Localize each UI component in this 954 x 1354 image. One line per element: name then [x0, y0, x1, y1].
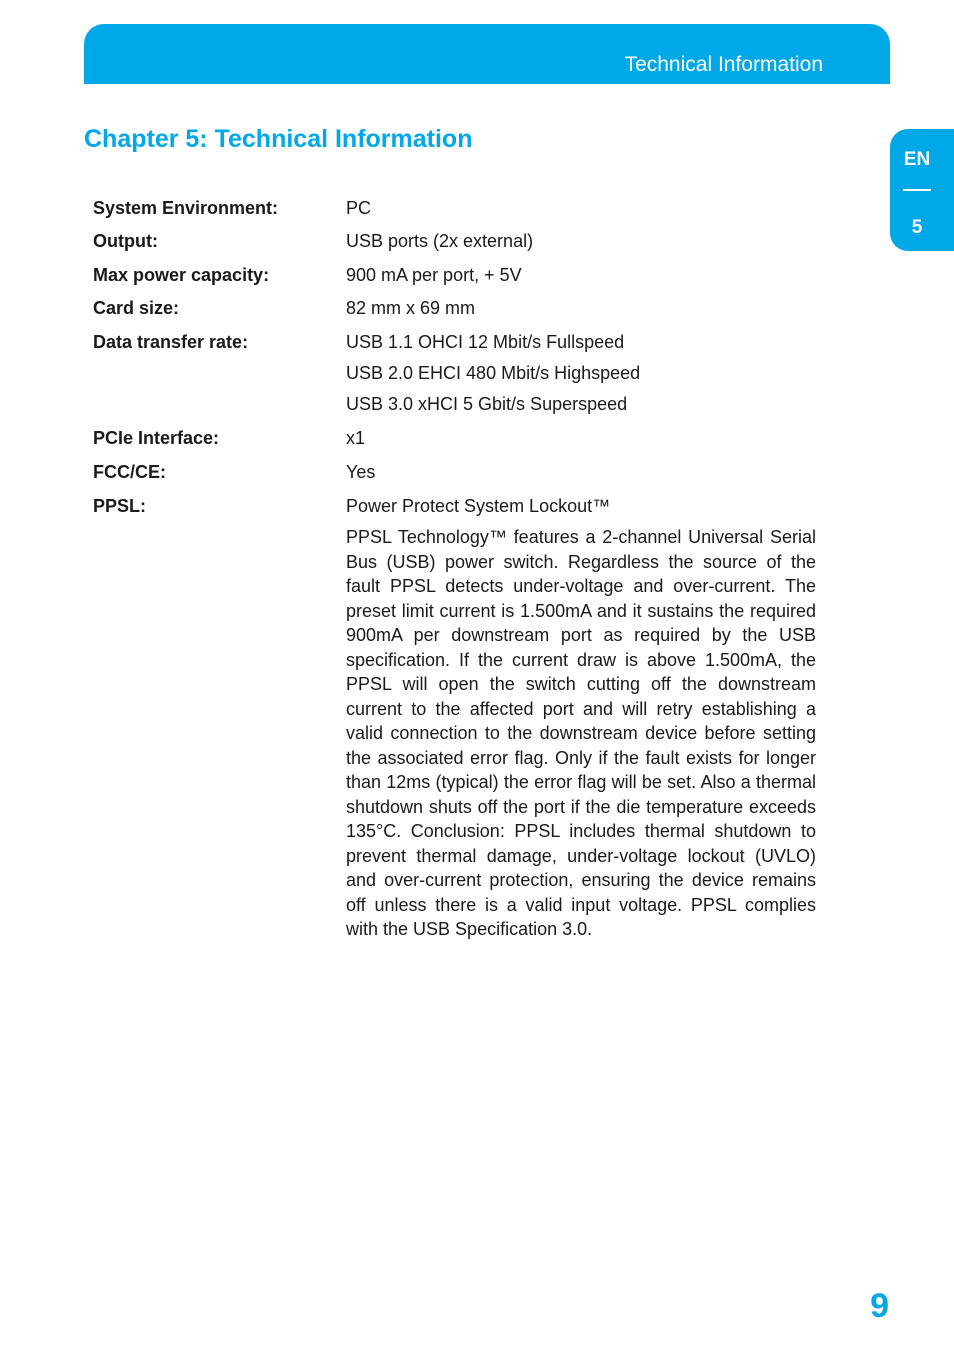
tab-divider [903, 189, 931, 191]
spec-label: FCC/CE: [93, 462, 166, 482]
spec-value-line: Power Protect System Lockout™ [346, 496, 611, 516]
spec-label: PPSL: [93, 496, 147, 516]
spec-label: Max power capacity: [93, 265, 270, 285]
spec-label: System Environment: [93, 198, 279, 218]
page-number: 9 [870, 1287, 889, 1325]
spec-value [346, 260, 816, 291]
spec-value-line: x1 [346, 428, 366, 448]
spec-value [346, 193, 816, 224]
language-chapter-tab [890, 129, 954, 251]
spec-value [346, 226, 816, 257]
header-title: Technical Information [624, 53, 823, 76]
spec-value [346, 423, 816, 454]
spec-label: PCIe Interface: [93, 428, 220, 448]
spec-label: Card size: [93, 298, 180, 318]
spec-value-line: Yes [346, 462, 376, 482]
spec-value-line: USB 2.0 EHCI 480 Mbit/s Highspeed [346, 363, 641, 383]
spec-value [346, 491, 816, 522]
chapter-title: Chapter 5: Technical Information [84, 125, 473, 153]
spec-value-line: USB 1.1 OHCI 12 Mbit/s Fullspeed [346, 332, 625, 352]
header-bar [84, 24, 890, 84]
spec-value-line: USB ports (2x external) [346, 231, 534, 251]
spec-value-line: PC [346, 198, 372, 218]
spec-value-line: 82 mm x 69 mm [346, 298, 476, 318]
spec-label: Data transfer rate: [93, 332, 249, 352]
spec-value-line: 900 mA per port, + 5V [346, 265, 522, 285]
spec-value-line: USB 3.0 xHCI 5 Gbit/s Superspeed [346, 394, 628, 414]
spec-value [346, 327, 816, 420]
language-label: EN [903, 149, 931, 170]
ppsl-description: PPSL Technology™ features a 2-channel Universal Serial Bus (USB) power switch. Regardless the source of the fault PPSL detects under-voltage and over-current. The preset limit current is 1.500mA and it sustains the required 900mA per downstream port as required by the USB specification. If the current draw is above 1.500mA, the PPSL will open the switch cutting off the downstream current to the affected port and will retry establishing a valid connection to the downstream device before setting the associated error flag. Only if the fault exists for longer than 12ms (typical) the error flag will be set. Also a thermal shutdown shuts off the port if the die temperature exceeds 135°C. Conclusion: PPSL includes thermal shutdown to prevent thermal damage, under-voltage lockout (UVLO) and over-current protection, ensuring the device remains off unless there is a valid input voltage. PPSL complies with the USB Specification 3.0. [346, 527, 816, 939]
spec-label: Output: [93, 231, 158, 251]
chapter-number: 5 [911, 217, 923, 238]
spec-value [346, 293, 816, 324]
spec-value [346, 457, 816, 488]
